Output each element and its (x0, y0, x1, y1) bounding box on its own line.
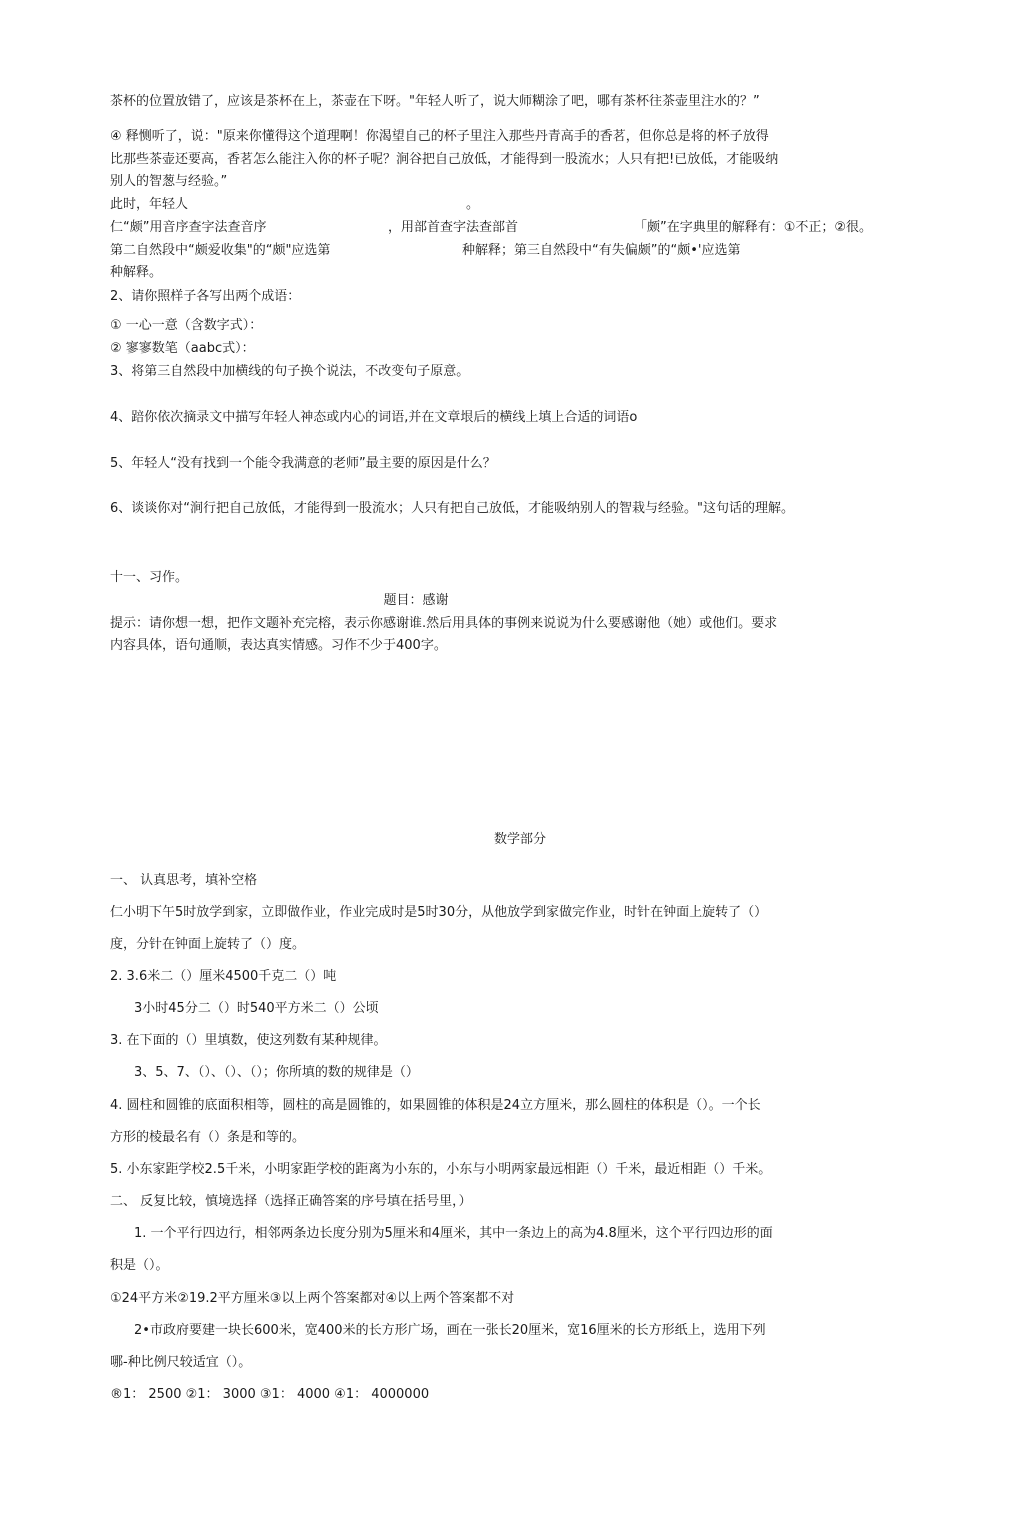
math-q5: 5. 小东家距学校2.5千米，小明家距学校的距离为小东的，小东与小明两家最远相距（）千米，最近相距（）千米。 (110, 1162, 772, 1177)
passage-paragraph-4-line-1: ④ 释恻听了，说："原来你懂得这个道理啊！你渴望自己的杯子里注入那些丹青高手的香茗，但你总是将的杯子放得 (110, 129, 769, 144)
essay-title: 题目：感谢 (383, 593, 449, 608)
question-1-part-e: 种解释；第三自然段中“有失偏颇”的“颇•'应选第 (462, 243, 741, 258)
blank-period: 。 (466, 197, 480, 212)
question-5: 5、年轻人“没有找到一个能令我满意的老师”最主要的原因是什么？ (110, 456, 496, 471)
question-2-item-2: ② 寥寥数笔（aabc式）： (110, 341, 255, 356)
math-q4-line-1: 4. 圆柱和圆锥的底面积相等，圆柱的高是圆锥的，如果圆锥的体积是24立方厘米，那么圆柱的体积是（）。一个长 (110, 1098, 761, 1113)
math-q2-line-2: 3小时45分二（）时540平方米二（）公顷 (134, 1001, 379, 1016)
passage-paragraph-4-line-2: 比那些茶壶还要高，香茗怎么能注入你的杯子呢？涧谷把自己放低，才能得到一股流水；人只有把!已放低，才能吸纳 (110, 152, 779, 167)
question-4: 4、踣你依次摘录文中描写年轻人神态或内心的词语,并在文章垠后的横线上填上合适的词语o (110, 410, 638, 425)
math-section-1-heading: 一、 认真思考，填补空格 (110, 873, 258, 888)
math-q2-line-1: 2. 3.6米二（）厘米4500千克二（）吨 (110, 969, 337, 984)
essay-hint-line-2: 内容具体，语句通顺，表达真实情感。习作不少于400字。 (110, 638, 447, 653)
question-1-part-c: 「颇”在字典里的解释有：①不正；②很。 (634, 220, 873, 235)
question-1-part-a: 仁“颇”用音序查字法查音序 (110, 220, 267, 235)
essay-heading: 十一、习作。 (110, 570, 189, 585)
math-q1-line-1: 仁小明下午5时放学到家，立即做作业，作业完成时是5时30分，从他放学到家做完作业，时针在钟面上旋转了（） (110, 905, 768, 920)
math-section-2-heading: 二、 反复比较，慎境选择（选择正确答案的序号填在括号里，） (110, 1194, 472, 1209)
passage-paragraph-4-line-3: 别人的智葱与经验。” (110, 174, 228, 189)
question-2-title: 2、请你照样子各写出两个成语： (110, 289, 301, 304)
question-6: 6、谈谈你对“涧行把自己放低，才能得到一股流水；人只有把自己放低，才能吸纳别人的智栽与经验。"这句话的理解。 (110, 501, 794, 516)
essay-hint-line-1: 提示：请你想一想，把作文题补充完榕，表示你感谢谁.然后用具体的事例来说说为什么要感谢他（她）或他们。要求 (110, 616, 778, 631)
question-1-part-d: 第二自然段中“颇爱收集"的“颇"应选第 (110, 243, 331, 258)
math-q1-line-2: 度，分针在钟面上旋转了（）度。 (110, 937, 306, 952)
passage-paragraph-end: 茶杯的位置放错了，应该是茶杯在上，茶壶在下呀。"年轻人听了，说大师糊涂了吧，哪有茶杯往茶壶里注水的？” (110, 94, 760, 109)
math-section-title: 数学部分 (493, 832, 546, 847)
question-1-part-b: ，用部首查字法查部首 (388, 220, 519, 235)
question-1-part-f: 种解释。 (110, 265, 163, 280)
math-s2-q1-line-1: 1. 一个平行四边行，相邻两条边长度分别为5厘米和4厘米，其中一条边上的高为4.8厘米，这个平行四边形的面 (134, 1226, 773, 1241)
math-q4-line-2: 方形的棱最名有（）条是和等的。 (110, 1130, 306, 1145)
math-s2-q2-line-1: 2•市政府要建一块长600米，宽400米的长方形广场，画在一张长20厘米，宽16厘米的长方形纸上，选用下列 (134, 1323, 766, 1338)
math-q3-line-2: 3、5、7、（）、（）、（）；你所填的数的规律是（） (134, 1065, 419, 1080)
passage-paragraph-4-line-4: 此时，年轻人 (110, 197, 189, 212)
math-s2-q1-line-2: 积是（）。 (110, 1258, 169, 1273)
math-q3-line-1: 3. 在下面的（）里填数，使这列数有某种规律。 (110, 1033, 387, 1048)
question-2-item-1: ① 一心一意（含数字式）： (110, 318, 263, 333)
math-s2-q2-line-2: 哪-种比例尺较适宜（）。 (110, 1355, 252, 1370)
question-3: 3、将第三自然段中加横线的句子换个说法，不改变句子原意。 (110, 364, 470, 379)
math-s2-q2-options: ®1： 2500 ②1： 3000 ③1： 4000 ④1： 4000000 (110, 1387, 430, 1402)
math-s2-q1-options: ①24平方米②19.2平方厘米③以上两个答案都对④以上两个答案都不对 (110, 1291, 515, 1306)
